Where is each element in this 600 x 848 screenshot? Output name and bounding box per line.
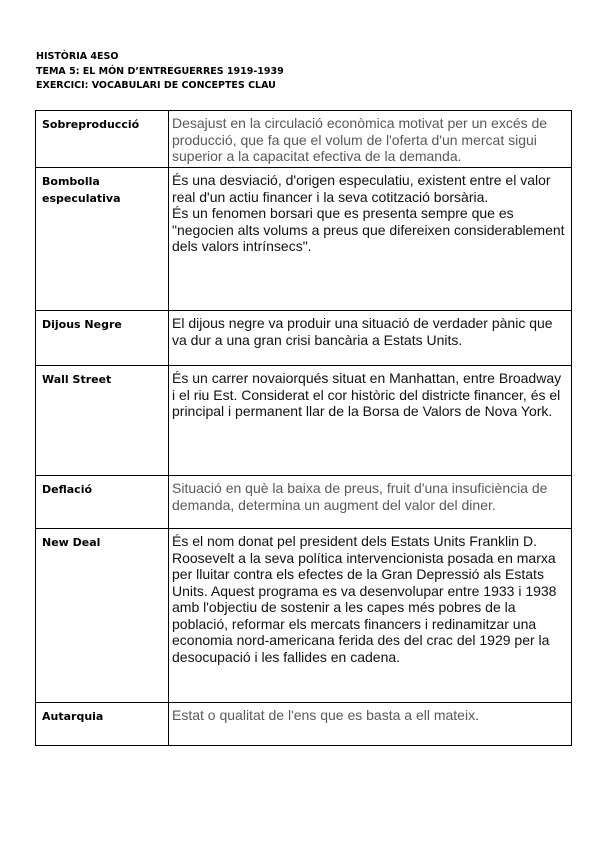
definition-text: El dijous negre va produir una situació de verdader pànic que va dur a una gran crisi bancària a Estats Units. <box>172 315 553 348</box>
table-row <box>36 529 572 703</box>
course-title: HISTÒRIA 4ESO <box>36 51 119 62</box>
table-row <box>36 168 572 311</box>
definition-cell <box>169 529 572 703</box>
term-cell: Dijous Negre <box>36 311 169 366</box>
definition-cell <box>169 168 572 311</box>
definition-cell <box>169 703 572 746</box>
term-cell: Wall Street <box>36 366 169 476</box>
unit-title: TEMA 5: EL MÓN D’ENTREGUERRES 1919-1939 <box>36 65 284 77</box>
definition-text: És una desviació, d'origen especulatiu, existent entre el valor real d'un actiu financer i la seva cotització borsària. <box>172 172 551 205</box>
definition-cell <box>169 311 572 366</box>
definition-text: És un carrer novaiorqués situat en Manhattan, entre Broadway i el riu Est. Considerat el cor històric del districte financer, és el principal i permanent llar de la Borsa de Valors de Nova York. <box>172 370 562 419</box>
table-row <box>36 703 572 746</box>
table-row <box>36 366 572 476</box>
exercise-title: EXERCICI: VOCABULARI DE CONCEPTES CLAU <box>36 80 276 91</box>
definition-text: Situació en què la baixa de preus, fruit d'una insuficiència de demanda, determina un augment del valor del diner. <box>172 480 548 513</box>
table-row <box>36 311 572 366</box>
vocabulary-table <box>35 110 572 746</box>
term-cell: New Deal <box>36 529 169 703</box>
document-header <box>36 50 284 94</box>
definition-cell <box>169 111 572 168</box>
table-row <box>36 476 572 529</box>
definition-text-2: És un fenomen borsari que es presenta sempre que es "negocien alts volums a preus que difereixen considerablement dels valors intrínsecs". <box>172 205 565 254</box>
term-cell: Sobreproducció <box>36 111 169 168</box>
term-cell: Deflació <box>36 476 169 529</box>
definition-text: Estat o qualitat de l'ens que es basta a ell mateix. <box>172 707 479 723</box>
definition-text: Desajust en la circulació econòmica motivat per un excés de producció, que fa que el volum de l'oferta d'un mercat sigui superior a la capacitat efectiva de la demanda. <box>172 115 548 164</box>
definition-cell <box>169 476 572 529</box>
definition-cell <box>169 366 572 476</box>
table-row <box>36 111 572 168</box>
term-cell: Bombolla especulativa <box>36 168 169 311</box>
definition-text: És el nom donat pel president dels Estats Units Franklin D. Roosevelt a la seva política intervencionista posada en marxa per lluitar contra els efectes de la Gran Depressió als Estats Units. Aquest programa es va desenvolupar entre 1933 i 1938 amb l'objectiu de sostenir a les capes més pobres de la població, reformar els mercats financers i redinamitzar una economia nord-americana ferida des del crac del 1929 per la desocupació i les fallides en cadena. <box>172 533 557 665</box>
term-cell: Autarquia <box>36 703 169 746</box>
